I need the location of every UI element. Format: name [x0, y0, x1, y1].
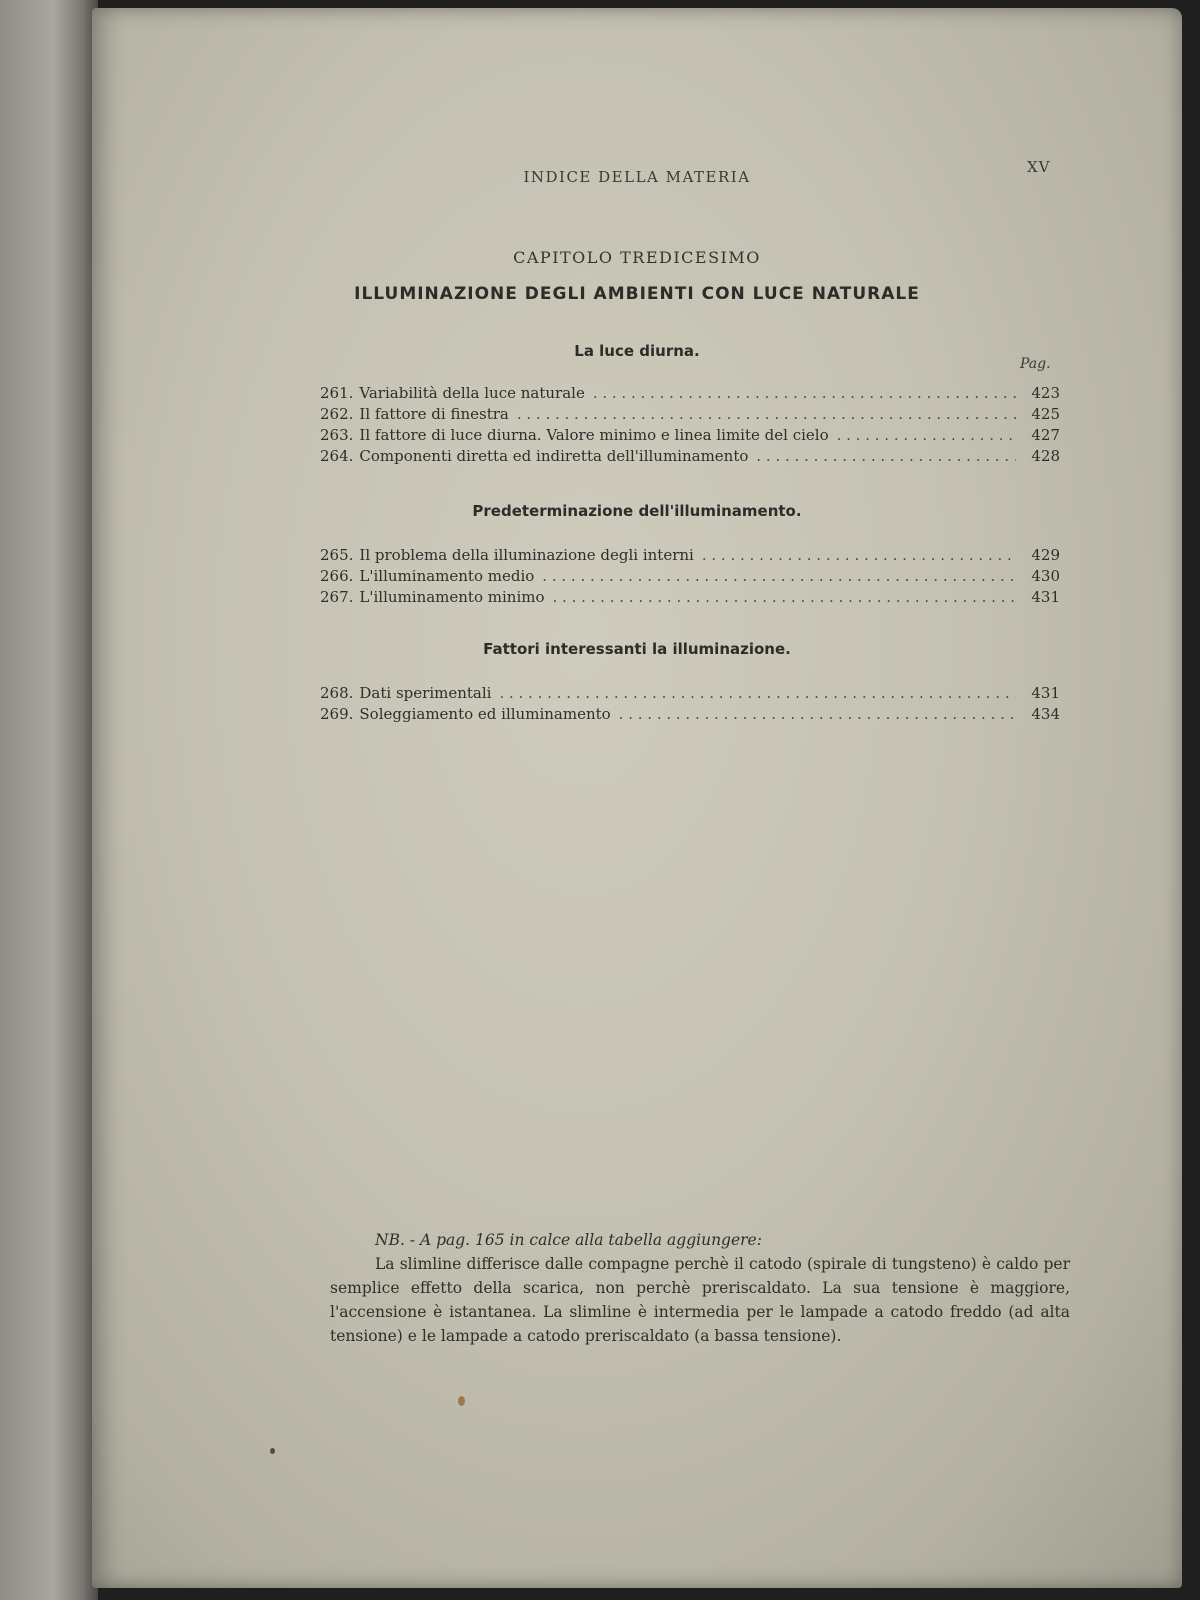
dot-leader: [499, 684, 1016, 702]
toc-entry: [320, 684, 1060, 705]
entry-page: 431: [1031, 588, 1060, 606]
toc-entry: [320, 426, 1060, 447]
entry-title: L'illuminamento medio: [359, 567, 535, 585]
entry-number: 266.: [320, 567, 354, 585]
section-heading: Fattori interessanti la illuminazione.: [483, 640, 791, 658]
entry-title: Il problema della illuminazione degli interni: [359, 546, 694, 564]
entry-page: 423: [1031, 384, 1060, 402]
toc-section-2: [320, 546, 1060, 609]
toc-entry: [320, 405, 1060, 426]
paper-speck: [270, 1448, 275, 1454]
dot-leader: [756, 447, 1016, 465]
dot-leader: [702, 546, 1016, 564]
entry-number: 267.: [320, 588, 354, 606]
dot-leader: [619, 705, 1016, 723]
entry-page: 429: [1031, 546, 1060, 564]
chapter-label: CAPITOLO TREDICESIMO: [513, 248, 761, 267]
dot-leader: [593, 384, 1016, 402]
section-heading: Predeterminazione dell'illuminamento.: [472, 502, 802, 520]
entry-page: 425: [1031, 405, 1060, 423]
section-heading: La luce diurna.: [574, 342, 700, 360]
entry-number: 269.: [320, 705, 354, 723]
book-page: [92, 8, 1182, 1588]
entry-page: 431: [1031, 684, 1060, 702]
entry-number: 262.: [320, 405, 354, 423]
chapter-title: ILLUMINAZIONE DEGLI AMBIENTI CON LUCE NATURALE: [354, 284, 920, 304]
dot-leader: [517, 405, 1016, 423]
toc-section-3: [320, 684, 1060, 726]
note-heading: NB. - A pag. 165 in calce alla tabella aggiungere:: [375, 1231, 762, 1249]
dot-leader: [542, 567, 1016, 585]
entry-page: 434: [1031, 705, 1060, 723]
entry-title: Il fattore di finestra: [359, 405, 509, 423]
toc-entry: [320, 705, 1060, 726]
toc-entry: [320, 447, 1060, 468]
facing-page-edge: [0, 0, 98, 1600]
dot-leader: [553, 588, 1017, 606]
toc-entry: [320, 588, 1060, 609]
errata-note: [330, 1228, 1070, 1348]
entry-page: 427: [1031, 426, 1060, 444]
paper-stain: [458, 1396, 465, 1406]
entry-title: L'illuminamento minimo: [359, 588, 545, 606]
toc-section-1: [320, 384, 1060, 468]
entry-number: 268.: [320, 684, 354, 702]
entry-number: 264.: [320, 447, 354, 465]
entry-page: 428: [1031, 447, 1060, 465]
entry-title: Variabilità della luce naturale: [359, 384, 585, 402]
entry-title: Componenti diretta ed indiretta dell'illuminamento: [359, 447, 749, 465]
entry-title: Il fattore di luce diurna. Valore minimo e linea limite del cielo: [359, 426, 829, 444]
entry-title: Dati sperimentali: [359, 684, 492, 702]
dot-leader: [837, 426, 1016, 444]
page-number: XV: [1027, 158, 1051, 176]
running-head: INDICE DELLA MATERIA: [523, 168, 751, 186]
entry-number: 261.: [320, 384, 354, 402]
note-body: La slimline differisce dalle compagne perchè il catodo (spirale di tungsteno) è caldo per semplice effetto della scarica, non perchè preriscaldato. La sua tensione è maggiore, l'accensione è istantanea. La slimline è intermedia per le lampade a catodo freddo (ad alta tensione) e le lampade a catodo preriscaldato (a bassa tensione).: [330, 1255, 1070, 1345]
entry-number: 263.: [320, 426, 354, 444]
entry-number: 265.: [320, 546, 354, 564]
page-column-label: Pag.: [1020, 356, 1051, 372]
entry-page: 430: [1031, 567, 1060, 585]
toc-entry: [320, 384, 1060, 405]
entry-title: Soleggiamento ed illuminamento: [359, 705, 611, 723]
toc-entry: [320, 567, 1060, 588]
toc-entry: [320, 546, 1060, 567]
